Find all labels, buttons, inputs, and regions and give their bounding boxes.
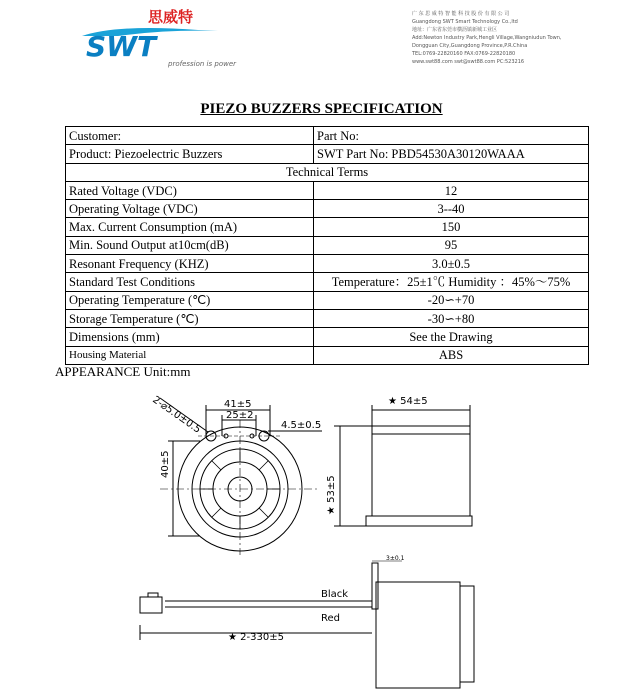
row-value: 95 [314, 236, 589, 254]
dim-25-label: 25±2 [226, 410, 254, 421]
row-label: Storage Temperature (℃) [66, 309, 314, 327]
wire-length-label: ★ 2-330±5 [228, 632, 284, 643]
row-value: -30∽+80 [314, 309, 589, 327]
address-line: Dongguan City,Guangdong Province,P.R.China [412, 43, 528, 49]
row-label: Housing Material [66, 346, 314, 364]
row-value: Temperature：25±1℃ Humidity ：45%～75% [314, 273, 589, 291]
hole-dim-label: 2-⌀5.0±0.5 [150, 394, 203, 436]
address-line: 地址：广东省东莞市横沥镇新城工业区 [412, 27, 498, 33]
row-label: Min. Sound Output at10cm(dB) [66, 236, 314, 254]
row-label: Operating Temperature (℃) [66, 291, 314, 309]
logo-swt-text: SWT [86, 30, 157, 63]
part-no-cell: Part No: [314, 127, 589, 145]
row-value: 3.0±0.5 [314, 255, 589, 273]
row-value: 12 [314, 181, 589, 199]
row-value: -20∽+70 [314, 291, 589, 309]
row-value: 3--40 [314, 200, 589, 218]
wire-view [140, 561, 474, 688]
logo-cn-text: 思威特 [148, 8, 194, 26]
product-cell: Product: Piezoelectric Buzzers [66, 145, 314, 163]
row-value: ABS [314, 346, 589, 364]
dim-53-label: ★ 53±5 [326, 475, 337, 515]
side-view [334, 405, 472, 526]
logo-tagline: profession is power [168, 60, 237, 68]
section-header: Technical Terms [66, 163, 589, 181]
row-label: Max. Current Consumption (mA) [66, 218, 314, 236]
dim-40-label: 40±5 [160, 450, 171, 478]
customer-cell: Customer: [66, 127, 314, 145]
wire-black-label: Black [321, 589, 349, 600]
address-line: TEL:0769-22820160 FAX:0769-22820180 [412, 51, 516, 57]
dim-45-label: 4.5±0.5 [281, 420, 322, 431]
row-label: Standard Test Conditions [66, 273, 314, 291]
address-line: Guangdong SWT Smart Technology Co.,ltd [412, 19, 518, 25]
row-label: Rated Voltage (VDC) [66, 181, 314, 199]
dim-41-label: 41±5 [224, 399, 252, 410]
address-line: 广 东 思 威 特 智 能 科 技 股 份 有 限 公 司 [412, 11, 510, 17]
wire-red-label: Red [321, 613, 340, 624]
row-label: Operating Voltage (VDC) [66, 200, 314, 218]
row-label: Dimensions (mm) [66, 328, 314, 346]
row-label: Resonant Frequency (KHZ) [66, 255, 314, 273]
row-value: See the Drawing [314, 328, 589, 346]
swt-part-no-cell: SWT Part No: PBD54530A30120WAAA [314, 145, 589, 163]
address-line: Add:Newton Industry Park,Hengli Village,Wangniudun Town, [412, 35, 562, 41]
dim-54-label: ★ 54±5 [388, 396, 428, 407]
dim-3-label: 3±0.1 [386, 555, 405, 562]
appearance-label: APPEARANCE Unit:mm [55, 364, 191, 379]
row-value: 150 [314, 218, 589, 236]
address-line: www.swt88.com swt@swt88.com PC:523216 [412, 59, 525, 65]
document-title: PIEZO BUZZERS SPECIFICATION [200, 101, 443, 117]
